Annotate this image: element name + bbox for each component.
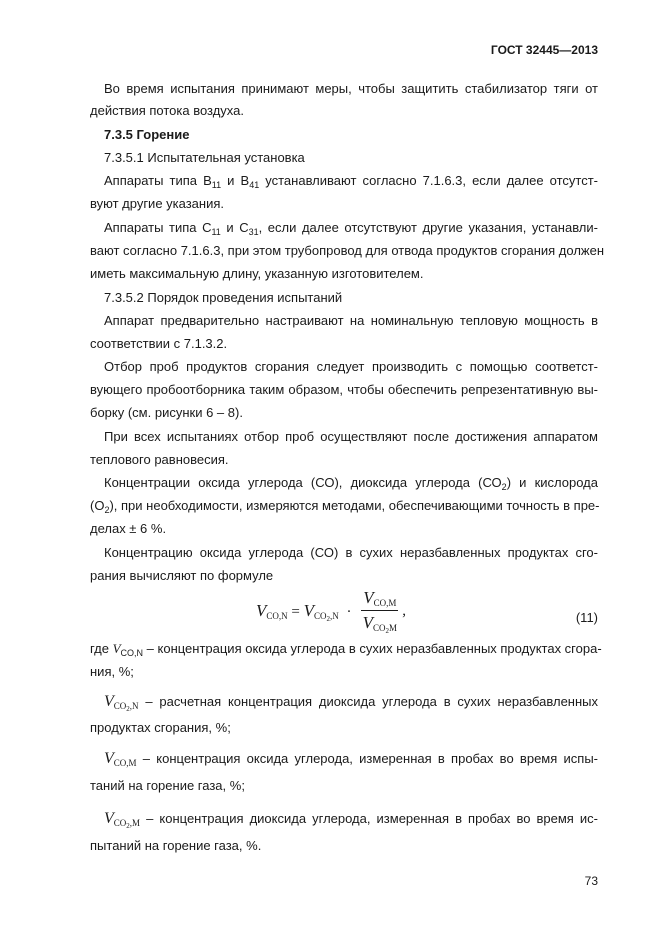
equation-number: (11): [575, 610, 598, 625]
paragraph-line: Во время испытания принимают меры, чтобы защитить стабилизатор тяги от: [104, 81, 598, 96]
symbol-v-co2-m: $V_{CO_2,M}$: [104, 810, 141, 830]
paragraph-line: действия потока воздуха.: [90, 103, 244, 118]
paragraph-line: Аппарат предварительно настраивают на номинальную тепловую мощность в: [104, 313, 598, 328]
paragraph-line: Аппараты типа $В_{11}$ и $В_{41}$ устанавливают согласно 7.1.6.3, если далее отсутст-: [104, 173, 599, 190]
paragraph-line: борку (см. рисунки 6 – 8).: [90, 405, 243, 420]
definition-line: $V_{CO_2,N}$ – расчетная концентрация диоксида углерода в сухих неразбавленных: [104, 693, 598, 718]
paragraph-line: вают согласно 7.1.6.3, при этом трубопровод для отвода продуктов сгорания должен: [90, 243, 605, 258]
paragraph-line: ния, %;: [90, 664, 134, 679]
document-header: ГОСТ 32445—2013: [490, 43, 598, 57]
paragraph-line: вуют другие указания.: [90, 196, 225, 211]
paragraph-line: пытаний на горение газа, %.: [90, 838, 262, 853]
definition-line: $V_{CO_2,M}$ – концентрация диоксида углерода, измеренная в пробах во время ис-: [104, 810, 598, 835]
paragraph-line: где $V_{CO,N}$ – концентрация оксида углерода в сухих неразбавленных продуктах сгора-: [90, 641, 602, 658]
section-heading-7-3-5: 7.3.5 Горение: [104, 127, 190, 142]
symbol-v-co2-n: $V_{CO_2,N}$: [104, 693, 139, 713]
paragraph-line: соответствии с 7.1.3.2.: [90, 336, 228, 351]
paragraph-line: Концентрацию оксида углерода (СО) в сухих неразбавленных продуктах сго-: [104, 545, 598, 560]
subsection-heading-7-3-5-2: 7.3.5.2 Порядок проведения испытаний: [104, 290, 343, 305]
paragraph-line: При всех испытаниях отбор проб осуществляют после достижения аппаратом: [104, 429, 598, 444]
paragraph-line: Концентрации оксида углерода (СО), диоксида углерода $(СО_2)$ и кислорода: [104, 475, 598, 492]
page-number: 73: [584, 874, 598, 888]
symbol-v-co-m: $V_{CO,M}$: [104, 750, 137, 768]
paragraph-line: Отбор проб продуктов сгорания следует производить с помощью соответст-: [104, 359, 598, 374]
definition-line: $V_{CO,M}$ – концентрация оксида углерода, измеренная в пробах во время испы-: [104, 750, 598, 772]
paragraph-line: иметь максимальную длину, указанную изготовителем.: [90, 266, 424, 281]
paragraph-line: продуктах сгорания, %;: [90, 720, 231, 735]
subsection-heading-7-3-5-1: 7.3.5.1 Испытательная установка: [104, 150, 305, 165]
paragraph-line: Аппараты типа $С_{11}$ и $С_{31}$, если далее отсутствуют другие указания, устанавли-: [104, 220, 598, 237]
paragraph-line: $(О_2)$, при необходимости, измеряются методами, обеспечивающими точность в пре-: [90, 498, 600, 515]
paragraph-line: таний на горение газа, %;: [90, 778, 245, 793]
paragraph-line: рания вычисляют по формуле: [90, 568, 274, 583]
formula-11: $V_{CO,N} = V_{CO_2,N}$ · $\frac{V_{CO,M}}{V_{CO_2M}}$ ,: [256, 588, 406, 635]
paragraph-line: делах ± 6 %.: [90, 521, 167, 536]
formula-fraction: $\frac{V_{CO,M}}{V_{CO_2M}}$: [362, 588, 398, 635]
symbol-v-co-n: $V_{CO,N}$: [112, 641, 144, 658]
paragraph-line: вующего пробоотборника таким образом, чтобы обеспечить репрезентативную вы-: [90, 382, 598, 397]
paragraph-line: теплового равновесия.: [90, 452, 229, 467]
